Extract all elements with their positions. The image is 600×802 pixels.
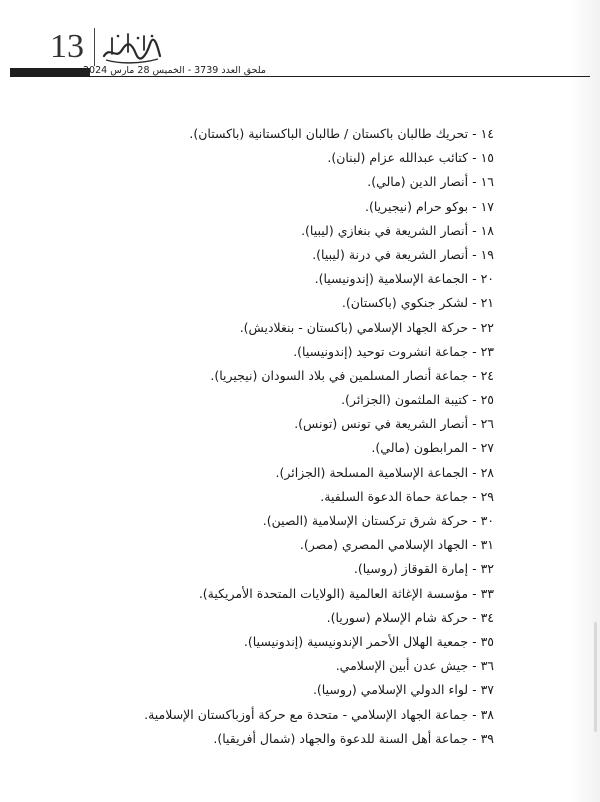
list-item: ٢٢ - حركة الجهاد الإسلامي (باكستان - بنغلاديش). [239, 319, 494, 335]
list-item: ٣٢ - إمارة القوقاز (روسيا). [353, 561, 494, 577]
list-item: ١٤ - تحريك طالبان باكستان / طالبان الباكستانية (باكستان). [189, 126, 494, 141]
list-item: ٣٦ - جيش عدن أبين الإسلامي. [335, 658, 494, 674]
page-header [0, 0, 600, 90]
list-item: ٢٠ - الجماعة الإسلامية (إندونيسيا). [314, 271, 494, 287]
page-number: 13 [50, 28, 84, 65]
header-rule-line [90, 76, 590, 77]
list-item: ٢٥ - كتيبة الملثمون (الجزائر). [341, 392, 494, 408]
header-rule-bar [10, 68, 90, 77]
list-item: ٣٠ - حركة شرق تركستان الإسلامية (الصين). [262, 513, 494, 528]
list-item: ٢٦ - أنصار الشريعة في تونس (تونس). [294, 416, 494, 432]
list-item: ٢٤ - جماعة أنصار المسلمين في بلاد السودان (نيجيريا). [210, 367, 494, 383]
list-item: ٢٧ - المرابطون (مالي). [371, 440, 494, 456]
issue-info: ملحق العدد 3739 - الخميس 28 مارس 2024 [83, 65, 266, 76]
list-item: ٣٣ - مؤسسة الإغاثة العالمية (الولايات المتحدة الأمريكية). [198, 585, 494, 601]
list-item: ٢٩ - جماعة حماة الدعوة السلفية. [320, 488, 494, 504]
header-divider [94, 28, 95, 66]
list-item: ٣٧ - لواء الدولي الإسلامي (روسيا). [312, 682, 494, 698]
list-item: ٣٩ - جماعة أهل السنة للدعوة والجهاد (شمال أفريقيا). [213, 730, 494, 746]
list-item: ٢١ - لشكر جنكوي (باكستان). [341, 295, 494, 311]
list-item: ٣١ - الجهاد الإسلامي المصري (مصر). [299, 537, 494, 553]
list-item: ٣٨ - جماعة الجهاد الإسلامي - متحدة مع حركة أوزباكستان الإسلامية. [144, 706, 494, 722]
organization-list [54, 122, 494, 751]
list-item: ٣٥ - جمعية الهلال الأحمر الإندونيسية (إندونيسيا). [243, 633, 494, 649]
list-item: ٢٨ - الجماعة الإسلامية المسلحة (الجزائر). [275, 464, 494, 480]
list-item: ١٦ - أنصار الدين (مالي). [367, 174, 494, 190]
list-item: ٢٣ - جماعة انشروت توحيد (إندونيسيا). [293, 343, 494, 359]
list-item: ١٥ - كتائب عبدالله عزام (لبنان). [327, 150, 494, 166]
list-item: ٣٤ - حركة شام الإسلام (سوريا). [326, 609, 494, 625]
logo-calligraphy-icon [100, 26, 164, 68]
newspaper-logo [100, 26, 164, 68]
scrollbar[interactable] [594, 622, 597, 732]
list-item: ١٩ - أنصار الشريعة في درنة (ليبيا). [312, 246, 494, 262]
list-item: ١٧ - بوكو حرام (نيجيريا). [364, 198, 494, 214]
list-item: ١٨ - أنصار الشريعة في بنغازي (ليبيا). [301, 222, 494, 238]
